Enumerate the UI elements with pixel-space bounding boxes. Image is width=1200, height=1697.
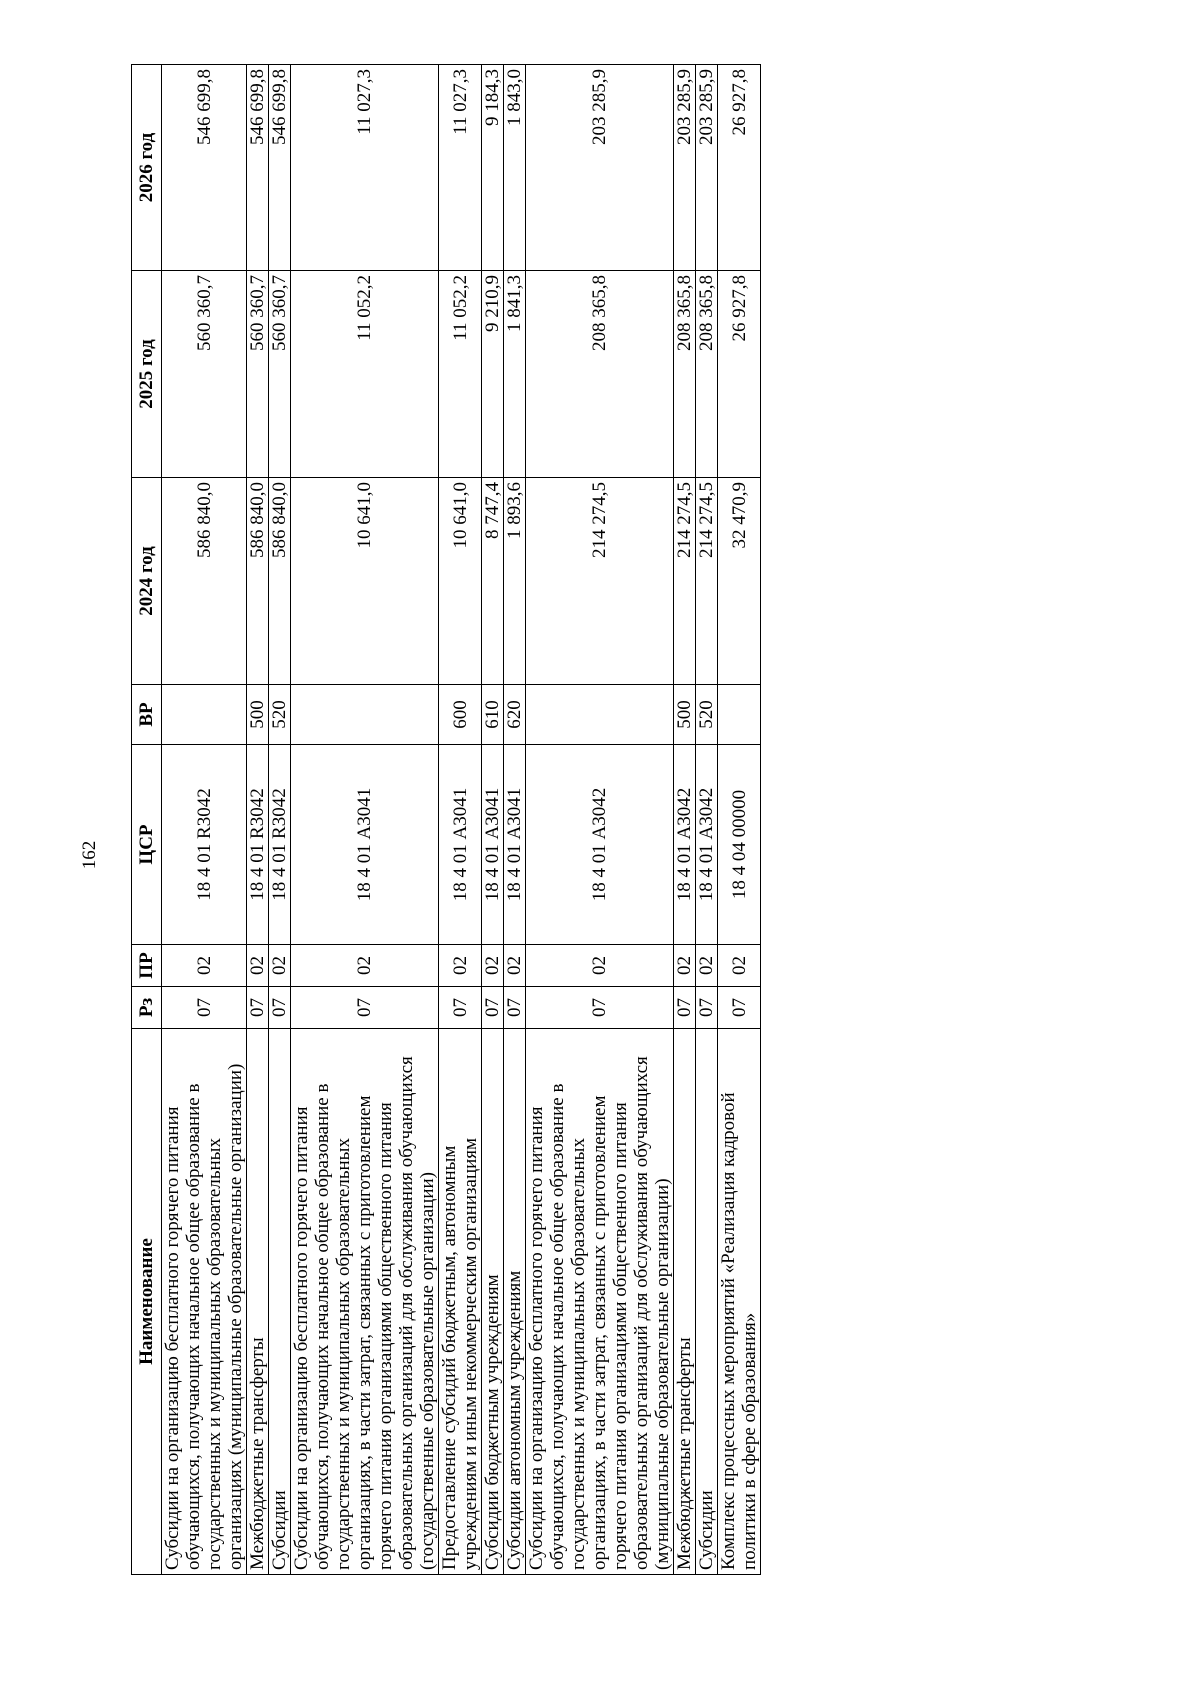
cell-csr: 18 4 01 А3042 — [674, 745, 696, 945]
cell-vr — [162, 685, 247, 745]
cell-vr: 600 — [439, 685, 482, 745]
cell-pr: 02 — [269, 945, 291, 987]
table-row — [504, 65, 526, 1575]
cell-2024: 214 274,5 — [696, 478, 718, 685]
cell-rz: 07 — [674, 987, 696, 1029]
cell-csr: 18 4 01 R3042 — [162, 745, 247, 945]
header-pr: ПР — [132, 945, 162, 987]
cell-pr: 02 — [439, 945, 482, 987]
cell-name: Субсидии на организацию бесплатного горячего питания обучающихся, получающих начальное общее образование в государственных и муниципальных образовательных организациях, в части затрат, связанных с приготовлением горячего питания организациями общественного питания образовательных организаций для обслуживания обучающихся (государственные образовательные организации) — [291, 1029, 439, 1575]
cell-2024: 8 747,4 — [482, 478, 504, 685]
cell-rz: 07 — [269, 987, 291, 1029]
cell-rz: 07 — [526, 987, 674, 1029]
table-row — [696, 65, 718, 1575]
cell-csr: 18 4 01 R3042 — [247, 745, 269, 945]
cell-2024: 214 274,5 — [526, 478, 674, 685]
table-row — [439, 65, 482, 1575]
cell-2025: 9 210,9 — [482, 271, 504, 478]
cell-name: Межбюджетные трансферты — [247, 1029, 269, 1575]
cell-name: Субсидии — [269, 1029, 291, 1575]
cell-vr: 520 — [696, 685, 718, 745]
table-row — [162, 65, 247, 1575]
cell-name: Субсидии бюджетным учреждениям — [482, 1029, 504, 1575]
page-number: 162 — [79, 840, 100, 870]
cell-name: Межбюджетные трансферты — [674, 1029, 696, 1575]
cell-rz: 07 — [718, 987, 761, 1029]
cell-2026: 203 285,9 — [674, 65, 696, 271]
table-row — [526, 65, 674, 1575]
cell-name: Предоставление субсидий бюджетным, автономным учреждениям и иным некоммерческим организациям — [439, 1029, 482, 1575]
cell-pr: 02 — [162, 945, 247, 987]
table-row — [247, 65, 269, 1575]
cell-name: Субсидии на организацию бесплатного горячего питания обучающихся, получающих начальное общее образование в государственных и муниципальных образовательных организациях, в части затрат, связанных с приготовлением горячего питания организациями общественного питания образовательных организаций для обслуживания обучающихся (муниципальные образовательные организации) — [526, 1029, 674, 1575]
cell-vr — [526, 685, 674, 745]
table-row — [674, 65, 696, 1575]
cell-csr: 18 4 04 00000 — [718, 745, 761, 945]
cell-csr: 18 4 01 А3041 — [291, 745, 439, 945]
cell-2026: 26 927,8 — [718, 65, 761, 271]
cell-vr — [291, 685, 439, 745]
cell-2025: 560 360,7 — [247, 271, 269, 478]
cell-csr: 18 4 01 А3041 — [482, 745, 504, 945]
cell-2025: 208 365,8 — [674, 271, 696, 478]
cell-2026: 1 843,0 — [504, 65, 526, 271]
cell-2025: 11 052,2 — [439, 271, 482, 478]
cell-2025: 208 365,8 — [696, 271, 718, 478]
cell-rz: 07 — [482, 987, 504, 1029]
header-vr: ВР — [132, 685, 162, 745]
cell-2025: 208 365,8 — [526, 271, 674, 478]
cell-2025: 26 927,8 — [718, 271, 761, 478]
cell-2026: 546 699,8 — [247, 65, 269, 271]
cell-pr: 02 — [674, 945, 696, 987]
cell-pr: 02 — [247, 945, 269, 987]
table-header-row — [132, 65, 162, 1575]
cell-name: Субсидии на организацию бесплатного горячего питания обучающихся, получающих начальное общее образование в государственных и муниципальных образовательных организациях (муниципальные образовательные организации) — [162, 1029, 247, 1575]
cell-2024: 586 840,0 — [247, 478, 269, 685]
table-row — [291, 65, 439, 1575]
cell-2024: 586 840,0 — [162, 478, 247, 685]
cell-rz: 07 — [162, 987, 247, 1029]
header-rz: Рз — [132, 987, 162, 1029]
cell-2025: 11 052,2 — [291, 271, 439, 478]
cell-pr: 02 — [718, 945, 761, 987]
table-row — [269, 65, 291, 1575]
cell-csr: 18 4 01 А3042 — [526, 745, 674, 945]
cell-pr: 02 — [291, 945, 439, 987]
cell-csr: 18 4 01 А3042 — [696, 745, 718, 945]
cell-2026: 546 699,8 — [162, 65, 247, 271]
header-2026: 2026 год — [132, 65, 162, 271]
cell-2024: 1 893,6 — [504, 478, 526, 685]
cell-2025: 1 841,3 — [504, 271, 526, 478]
cell-2024: 10 641,0 — [291, 478, 439, 685]
cell-csr: 18 4 01 А3041 — [439, 745, 482, 945]
cell-2024: 32 470,9 — [718, 478, 761, 685]
cell-vr: 520 — [269, 685, 291, 745]
budget-table — [131, 64, 761, 1575]
cell-pr: 02 — [504, 945, 526, 987]
cell-vr: 500 — [247, 685, 269, 745]
cell-vr: 500 — [674, 685, 696, 745]
table-row — [718, 65, 761, 1575]
cell-2024: 586 840,0 — [269, 478, 291, 685]
cell-name: Субсидии автономным учреждениям — [504, 1029, 526, 1575]
cell-pr: 02 — [526, 945, 674, 987]
cell-pr: 02 — [482, 945, 504, 987]
cell-2026: 546 699,8 — [269, 65, 291, 271]
cell-2026: 11 027,3 — [291, 65, 439, 271]
cell-vr: 620 — [504, 685, 526, 745]
cell-pr: 02 — [696, 945, 718, 987]
cell-vr: 610 — [482, 685, 504, 745]
cell-vr — [718, 685, 761, 745]
cell-2026: 203 285,9 — [696, 65, 718, 271]
cell-2025: 560 360,7 — [162, 271, 247, 478]
cell-2026: 203 285,9 — [526, 65, 674, 271]
cell-2025: 560 360,7 — [269, 271, 291, 478]
header-csr: ЦСР — [132, 745, 162, 945]
cell-2024: 10 641,0 — [439, 478, 482, 685]
header-2025: 2025 год — [132, 271, 162, 478]
cell-rz: 07 — [247, 987, 269, 1029]
cell-rz: 07 — [696, 987, 718, 1029]
cell-rz: 07 — [439, 987, 482, 1029]
rotated-page-content — [131, 65, 1038, 1575]
cell-rz: 07 — [291, 987, 439, 1029]
cell-2026: 9 184,3 — [482, 65, 504, 271]
table-row — [482, 65, 504, 1575]
cell-2024: 214 274,5 — [674, 478, 696, 685]
header-name: Наименование — [132, 1029, 162, 1575]
header-2024: 2024 год — [132, 478, 162, 685]
cell-csr: 18 4 01 А3041 — [504, 745, 526, 945]
cell-csr: 18 4 01 R3042 — [269, 745, 291, 945]
cell-2026: 11 027,3 — [439, 65, 482, 271]
cell-name: Комплекс процессных мероприятий «Реализация кадровой политики в сфере образования» — [718, 1029, 761, 1575]
cell-name: Субсидии — [696, 1029, 718, 1575]
cell-rz: 07 — [504, 987, 526, 1029]
table-body — [162, 65, 761, 1575]
